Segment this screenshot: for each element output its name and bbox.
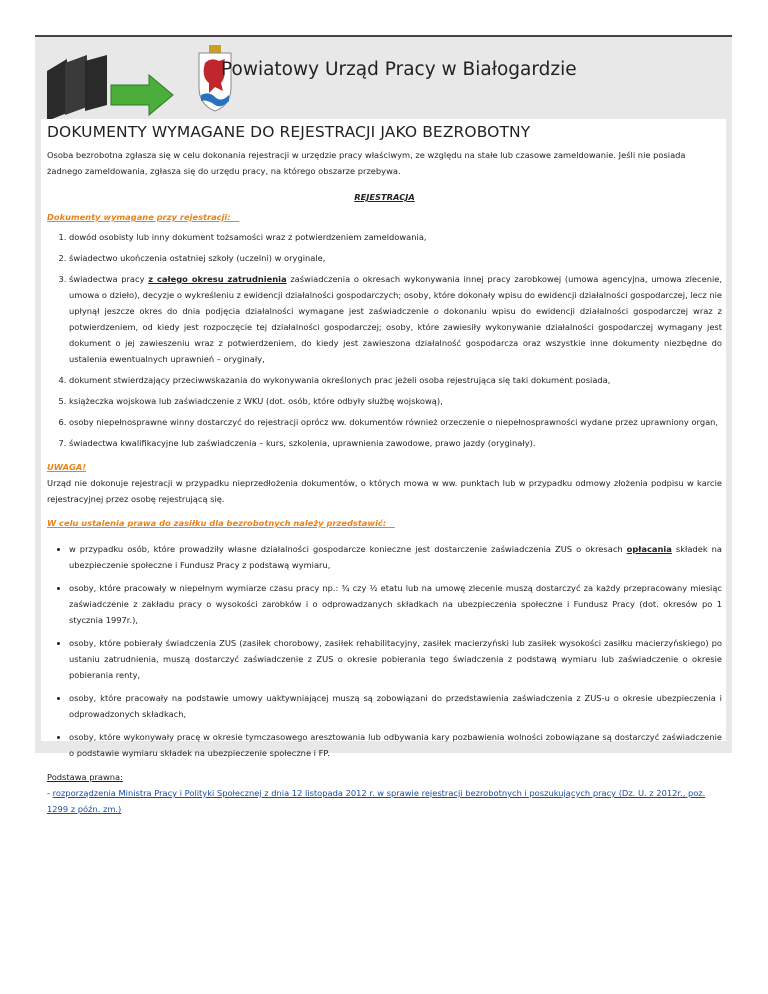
list-item: 1. dowód osobisty lub inny dokument tożsamości wraz z potwierdzeniem zameldowania, bbox=[69, 229, 722, 245]
list-item: • w przypadku osób, które prowadziły własne działalności gospodarcze konieczne jest dostarczenie zaświadczenia ZUS o okresach opłacania składek na ubezpieczenie społeczne i Fundusz Pracy z podstawą wymiaru, bbox=[69, 541, 722, 573]
page-frame bbox=[35, 35, 732, 814]
list-item: 7. świadectwa kwalifikacyjne lub zaświadczenia – kurs, szkolenia, uprawnienia zawodowe, prawo jazdy (oryginały). bbox=[69, 435, 722, 451]
legal-basis: Podstawa prawna: - rozporządzenia Ministra Pracy i Polityki Społecznej z dnia 12 listopada 2012 r. w sprawie rejestracji bezrobotnych i poszukujących pracy (Dz. U. z 2012r., poz. 1299 z późn. zm.) bbox=[47, 772, 706, 814]
list-item: • osoby, które pracowały w niepełnym wymiarze czasu pracy np.: ¾ czy ½ etatu lub na umowę zlecenie muszą dostarczyć za każdy przepracowany miesiąc zaświadczenie z zakładu pracy o wysokości zarobków i o odprowadzanych składkach na ubezpieczenia społeczne i Fundusz Pracy (dot. okresów po 1 stycznia 1997r.), bbox=[69, 580, 722, 628]
arrows-logo-icon[interactable] bbox=[37, 55, 177, 121]
list-item: • osoby, które pracowały na podstawie umowy uaktywniającej muszą są zobowiązani do przedstawienia zaświadczenia z ZUS-u o okresie ubezpieczenia i odprowadzonych składkach, bbox=[69, 690, 722, 722]
docs-heading: Dokumenty wymagane przy rejestracji: bbox=[47, 212, 231, 222]
intro-paragraph: Osoba bezrobotna zgłasza się w celu dokonania rejestracji w urzędzie pracy właściwym, ze względu na stałe lub czasowe zameldowanie. Jeśli nie posiada żadnego zameldowania, zgłasza się do urzędu pracy, na którego obszarze przebywa. bbox=[47, 150, 686, 176]
page-title: DOKUMENTY WYMAGANE DO REJESTRACJI JAKO BEZROBOTNY bbox=[47, 123, 531, 141]
list-item: 4. dokument stwierdzający przeciwwskazania do wykonywania określonych prac jeżeli osoba rejestrująca się taki dokument posiada, bbox=[69, 372, 722, 388]
warning-label-line bbox=[47, 459, 722, 475]
benefit-documents-list bbox=[47, 541, 722, 761]
benefit-heading: W celu ustalenia prawa do zasiłku dla bezrobotnych należy przedstawić: bbox=[47, 518, 387, 528]
warning-label: UWAGA! bbox=[47, 462, 87, 472]
warning-text: Urząd nie dokonuje rejestracji w przypadku nieprzedłożenia dokumentów, o których mowa w ww. punktach lub w przypadku odmowy złożenia podpisu w karcie rejestracyjnej przez osobę rejestrującą się. bbox=[47, 478, 722, 504]
list-item: • osoby, które wykonywały pracę w okresie tymczasowego aresztowania lub odbywania kary pozbawienia wolności zobowiązane są dostarczyć zaświadczenie o podstawie wymiaru składek na ubezpieczenie społeczne i FP. bbox=[69, 729, 722, 761]
list-item: 5. książeczka wojskowa lub zaświadczenie z WKU (dot. osób, które odbyły służbę wojskową), bbox=[69, 393, 722, 409]
site-header bbox=[35, 37, 732, 117]
legal-basis-label: Podstawa prawna: bbox=[47, 772, 123, 782]
content-panel bbox=[41, 119, 726, 814]
list-item: • osoby, które pobierały świadczenia ZUS (zasiłek chorobowy, zasiłek rehabilitacyjny, zasiłek macierzyński lub zasiłek wysokości zasiłku macierzyńskiego) po ustaniu zatrudnienia, muszą dostarczyć zaświadczenie z ZUS o okresie pobierania tego świadczenia z podstawą wymiaru lub zaświadczenie o okresie pobierania renty, bbox=[69, 635, 722, 683]
list-item: 3. świadectwa pracy z całego okresu zatrudnienia zaświadczenia o okresach wykonywania innej pracy zarobkowej (umowa agencyjna, umowa zlecenie, umowa o dzieło), decyzje o wykreśleniu z ewidencji działalności gospodarczych; osoby, które dokonały wpisu do ewidencji działalności gospodarczej, lecz nie upłynął jeszcze okres do dnia podjęcia działalności wymagane jest zaświadczenie o dokonaniu wpisu do ewidencji działalności gospodarczej wraz z potwierdzeniem, od kiedy jest rozpoczęcie tej działalności gospodarczej; osoby, które zawiesiły wykonywanie działalności gospodarczej wymagany jest dokument o jej zawieszeniu wraz z potwierdzeniem, do kiedy jest zawieszona działalność gospodarcza oraz wszystkie inne dokumenty niezbędne do ustalenia ewentualnych uprawnień – oryginały, bbox=[69, 271, 722, 367]
required-documents-list bbox=[47, 229, 722, 451]
legal-basis-link[interactable]: rozporządzenia Ministra Pracy i Polityki Społecznej z dnia 12 listopada 2012 r. w sprawie rejestracji bezrobotnych i poszukujących pracy (Dz. U. z 2012r., poz. 1299 z późn. zm.) bbox=[47, 788, 706, 814]
list-item: 6. osoby niepełnosprawne winny dostarczyć do rejestracji oprócz ww. dokumentów również orzeczenie o niepełnosprawności wydane przez uprawniony organ, bbox=[69, 414, 722, 430]
list-item: 2. świadectwo ukończenia ostatniej szkoły (uczelni) w oryginale, bbox=[69, 250, 722, 266]
site-title: Powiatowy Urząd Pracy w Białogardzie bbox=[221, 59, 577, 80]
section-title-rejestracja: REJESTRACJA bbox=[354, 192, 415, 202]
